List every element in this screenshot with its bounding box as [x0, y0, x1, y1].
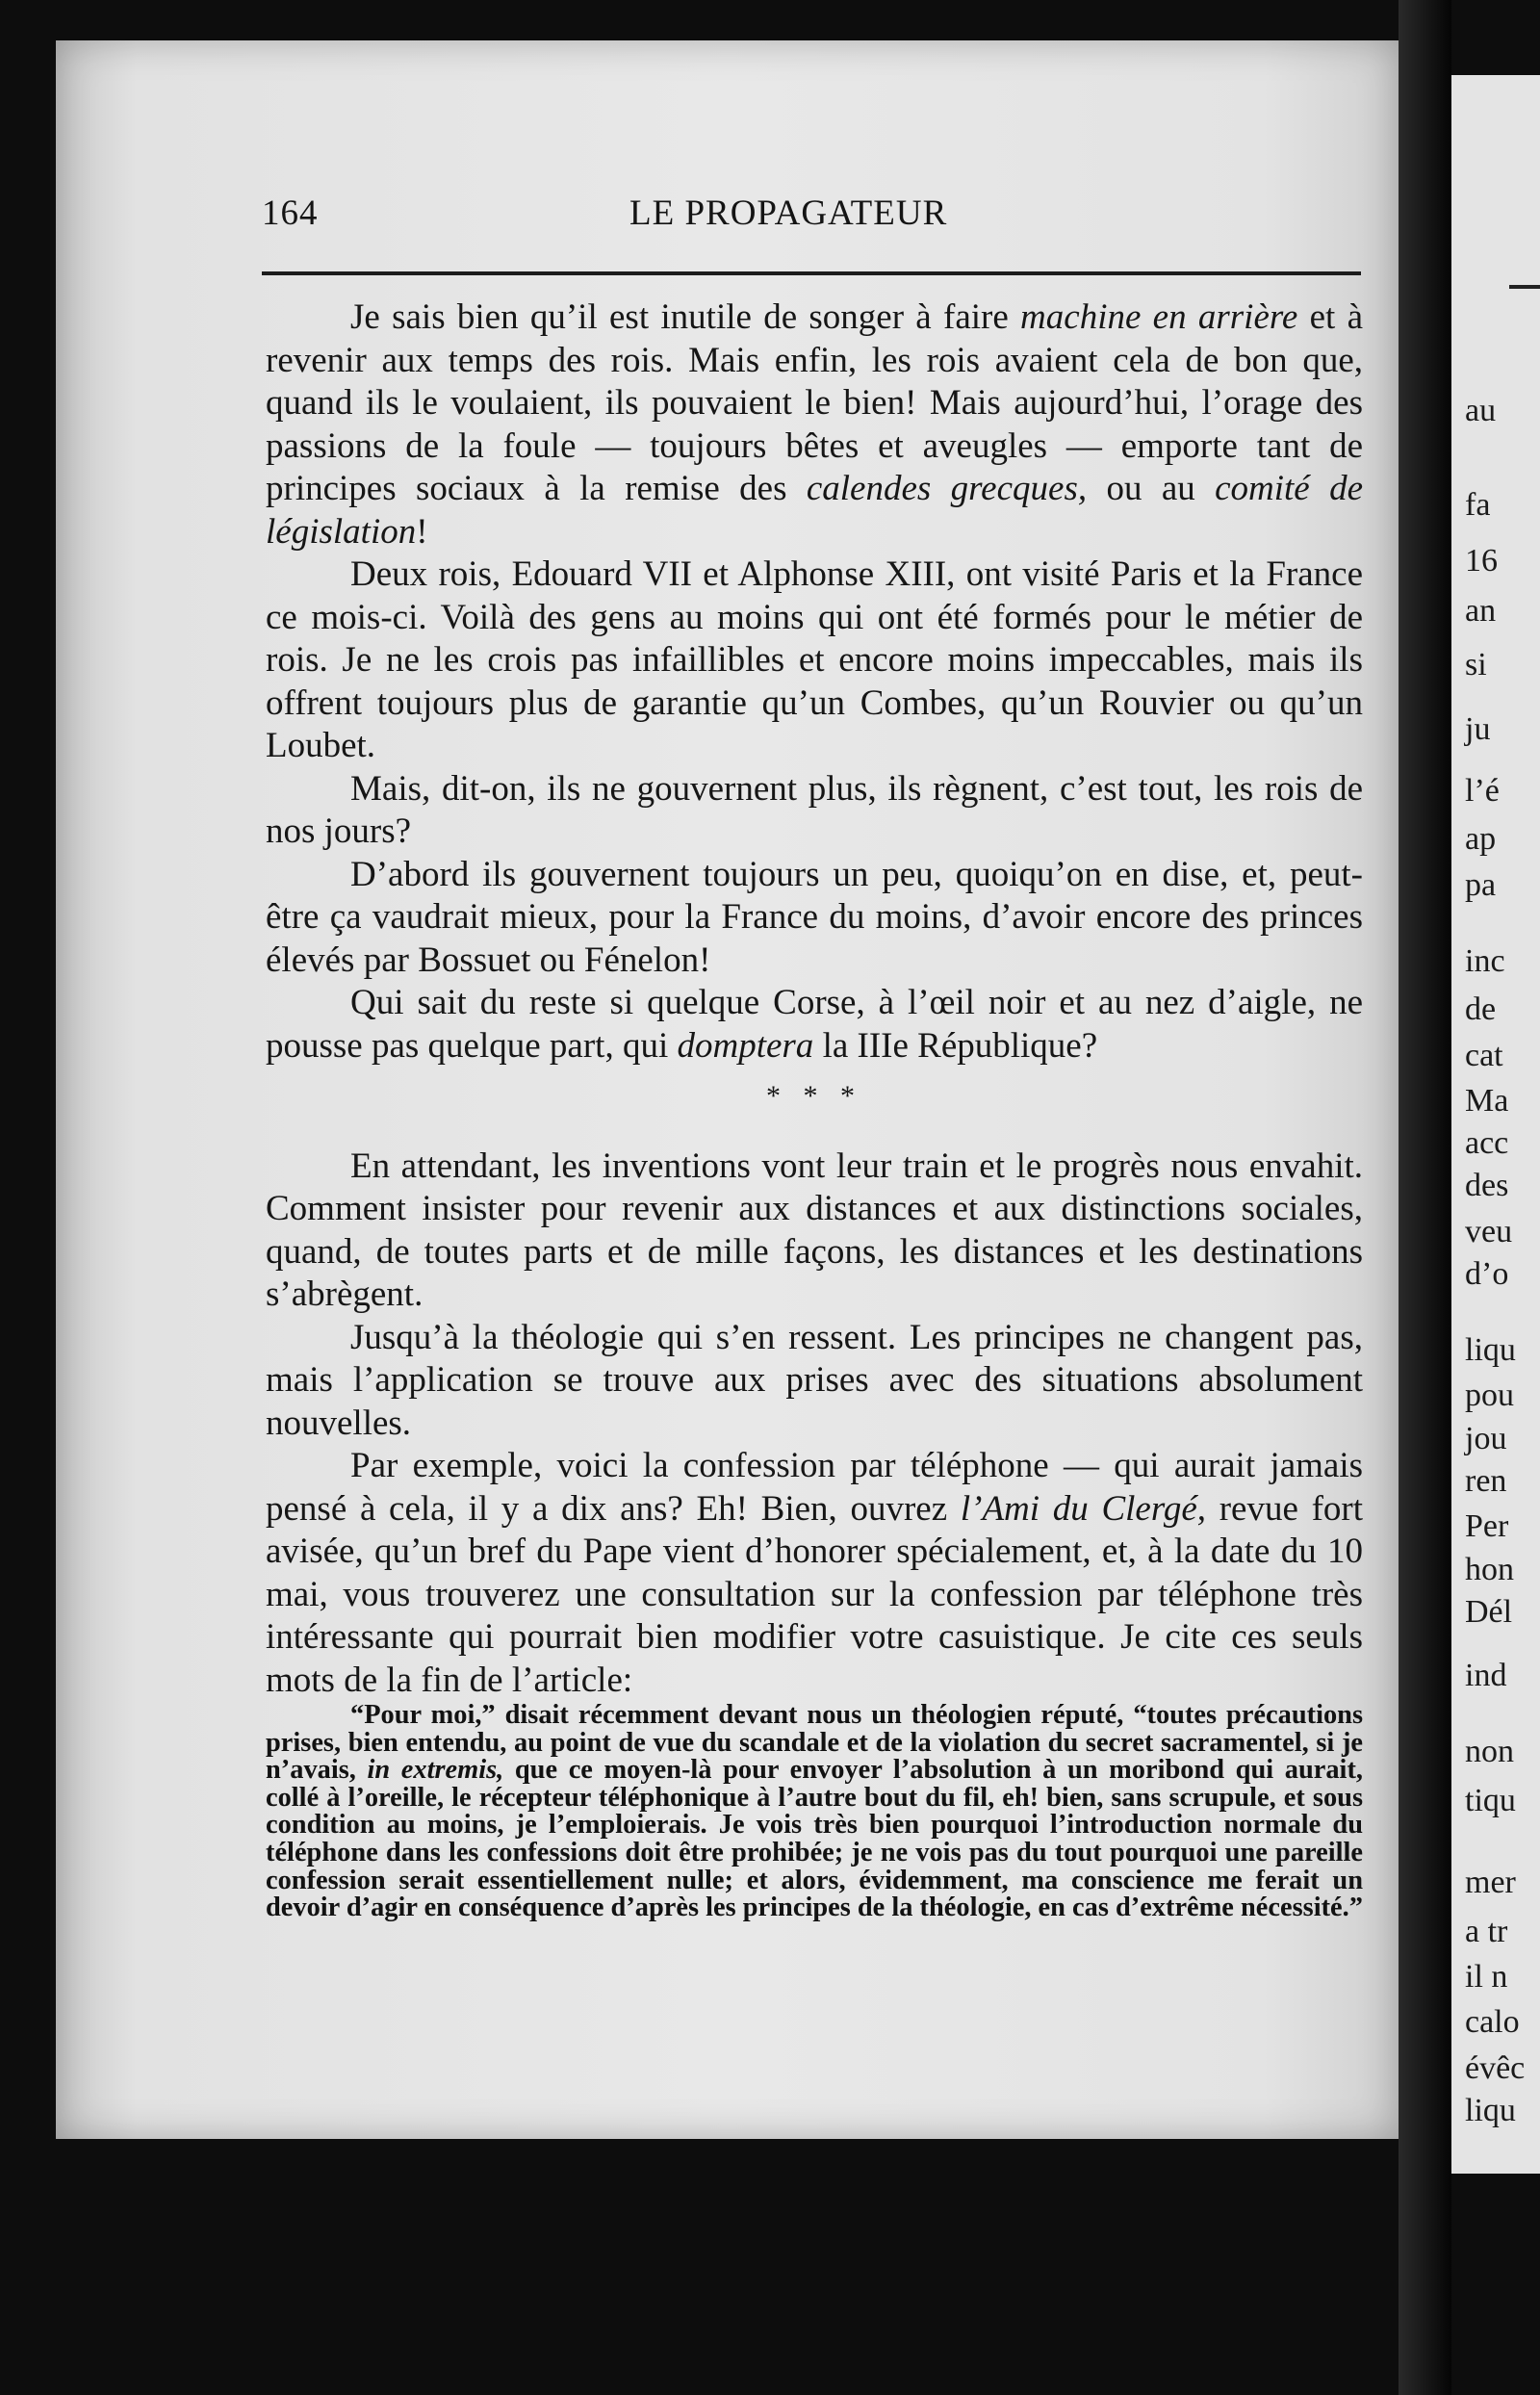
page-header	[262, 193, 1364, 241]
text-run: Qui sait du reste si quelque Corse, à l’œil noir et au nez d’aigle, ne pousse pas quelque part, qui	[266, 983, 1363, 1066]
adjacent-page-fragment: évêc	[1465, 2049, 1526, 2086]
adjacent-page-fragment: Ma	[1465, 1082, 1509, 1119]
paragraph	[266, 554, 1363, 768]
adjacent-page-fragment: an	[1465, 593, 1497, 630]
running-title: LE PROPAGATEUR	[629, 193, 948, 233]
adjacent-page-fragment: cat	[1465, 1037, 1503, 1073]
adjacent-page-fragment: si	[1465, 646, 1487, 682]
text-run: Je sais bien qu’il est inutile de songer à faire	[350, 297, 1021, 337]
paragraph-group-2	[266, 1146, 1363, 1703]
italic-text: in extremis,	[367, 1755, 504, 1786]
header-rule	[262, 271, 1361, 275]
adjacent-page-fragment: calo	[1465, 2004, 1520, 2041]
text-run: En attendant, les inventions vont leur train et le progrès nous envahit. Comment insister pour revenir aux distances et aux distinctions sociales, quand, de toutes parts et de mille façons, les distances et les destinations s’abrègent.	[266, 1146, 1363, 1314]
adjacent-page-fragment: ren	[1465, 1462, 1507, 1499]
adjacent-page-fragment: ap	[1465, 821, 1497, 858]
text-run: Jusqu’à la théologie qui s’en ressent. Les principes ne changent pas, mais l’application se trouve aux prises avec des situations absolument nouvelles.	[266, 1317, 1363, 1443]
text-run: Mais, dit-on, ils ne gouvernent plus, ils règnent, c’est tout, les rois de nos jours?	[266, 768, 1363, 851]
adjacent-page-fragment: ind	[1465, 1658, 1507, 1694]
text-run: D’abord ils gouvernent toujours un peu, quoiqu’on en dise, et, peut-être ça vaudrait mieux, pour la France du moins, d’avoir encore des princes élevés par Bossuet ou Fénelon!	[266, 854, 1363, 980]
adjacent-page-fragment: hon	[1465, 1551, 1514, 1587]
adjacent-page-edge	[1451, 75, 1540, 2174]
page-gutter	[1399, 0, 1451, 2395]
adjacent-page-fragment: tiqu	[1465, 1782, 1516, 1818]
text-run: revue fort avisée, qu’un bref du Pape vient d’honorer spécialement, et, à la date du 10 mai, vous trouverez une consultation sur la confession par téléphone très intéressante qui pourrait bien modifier votre casuistique. Je cite ces seuls mots de la fin de l’article:	[266, 1488, 1364, 1700]
italic-text: l’Ami du Clergé,	[960, 1488, 1207, 1529]
paragraph	[266, 854, 1363, 983]
text-run: !	[416, 511, 428, 552]
adjacent-page-fragment: pa	[1465, 866, 1497, 903]
paragraph	[266, 1146, 1363, 1317]
text-run: la IIIe République?	[813, 1025, 1098, 1066]
adjacent-page-fragment: inc	[1465, 942, 1505, 979]
text-run: et à revenir aux temps des rois. Mais enfin, les rois avaient cela de bon que, quand ils le voulaient, ils pouvaient le bien! Mais aujourd’hui, l’orage des passions de la foule — toujours bêtes et aveugles — emporte tant de principes sociaux à la remise des	[266, 297, 1363, 508]
adjacent-page-fragment: il n	[1465, 1959, 1508, 1996]
adjacent-page-fragment: acc	[1465, 1125, 1509, 1162]
italic-text: calendes grecques,	[806, 469, 1088, 508]
text-run: ou au	[1087, 469, 1216, 508]
adjacent-page-fragment: ju	[1465, 711, 1491, 748]
paragraph	[266, 296, 1363, 554]
article-body	[266, 296, 1363, 1922]
adjacent-page-fragment: non	[1465, 1734, 1514, 1770]
text-run: Deux rois, Edouard VII et Alphonse XIII, ont visité Paris et la France ce mois-ci. Voilà des gens au moins qui ont été formés pour le métier de rois. Je ne les crois pas infaillibles et encore moins impeccables, mais ils offrent toujours plus de garantie qu’un Combes, qu’un Rouvier ou qu’un Loubet.	[266, 554, 1363, 765]
paragraph	[266, 768, 1363, 854]
paragraph	[266, 1445, 1363, 1702]
text-run: que ce moyen-là pour envoyer l’absolution à un moribond qui aurait, collé à l’oreille, le récepteur téléphonique à l’autre bout du fil, eh! bien, sans scrupule, et sous condition au moins, je l’emploierais. Je vois très bien pourquoi l’introduction normale du téléphone dans les confessions doit être prohibée; je ne vois pas du tout pourquoi une pareille confession serait essentiellement nulle; et alors, évidemment, ma conscience me ferait un devoir d’agir en conséquence d’après les principes de la théologie, en cas d’extrême nécessité.”	[266, 1755, 1363, 1923]
italic-text: domptera	[677, 1025, 814, 1066]
paragraph	[266, 1317, 1363, 1446]
paragraph-group-1	[266, 296, 1363, 1068]
adjacent-page-fragment: Dél	[1465, 1593, 1513, 1630]
adjacent-page-fragment: veu	[1465, 1213, 1513, 1249]
adjacent-page-fragment: liqu	[1465, 1332, 1516, 1369]
section-separator: * * *	[766, 1080, 862, 1112]
adjacent-page-fragment: pou	[1465, 1378, 1514, 1414]
block-quote	[266, 1702, 1363, 1922]
adjacent-page-fragment: au	[1465, 392, 1497, 428]
italic-text: machine en arrière	[1020, 297, 1298, 337]
adjacent-page-fragment: 16	[1465, 543, 1498, 579]
adjacent-page-fragment: de	[1465, 991, 1497, 1028]
adjacent-page-fragment: mer	[1465, 1865, 1516, 1901]
text-run: “Pour moi,” disait récemment devant nous un théologien réputé, “toutes précautions prises, bien entendu, au point de vue du scandale et de la violation du secret sacramentel, si je n’avais,	[266, 1700, 1363, 1786]
adjacent-page-fragment: a tr	[1465, 1913, 1508, 1949]
italic-text: comité de législation	[266, 469, 1364, 552]
adjacent-page-fragment: des	[1465, 1168, 1509, 1204]
adjacent-page-fragment: jou	[1465, 1420, 1507, 1456]
adjacent-page-fragment: fa	[1465, 486, 1491, 523]
text-run: Par exemple, voici la confession par téléphone — qui aurait jamais pensé à cela, il y a dix ans? Eh! Bien, ouvrez	[266, 1446, 1363, 1529]
adjacent-page-fragment: Per	[1465, 1508, 1509, 1545]
paragraph	[266, 982, 1363, 1068]
adjacent-page-fragment: d’o	[1465, 1256, 1509, 1293]
adjacent-page-fragment: l’é	[1465, 772, 1500, 809]
adjacent-page-fragment: liqu	[1465, 2093, 1516, 2129]
page-number: 164	[262, 193, 319, 233]
adjacent-page-rule	[1509, 285, 1540, 289]
